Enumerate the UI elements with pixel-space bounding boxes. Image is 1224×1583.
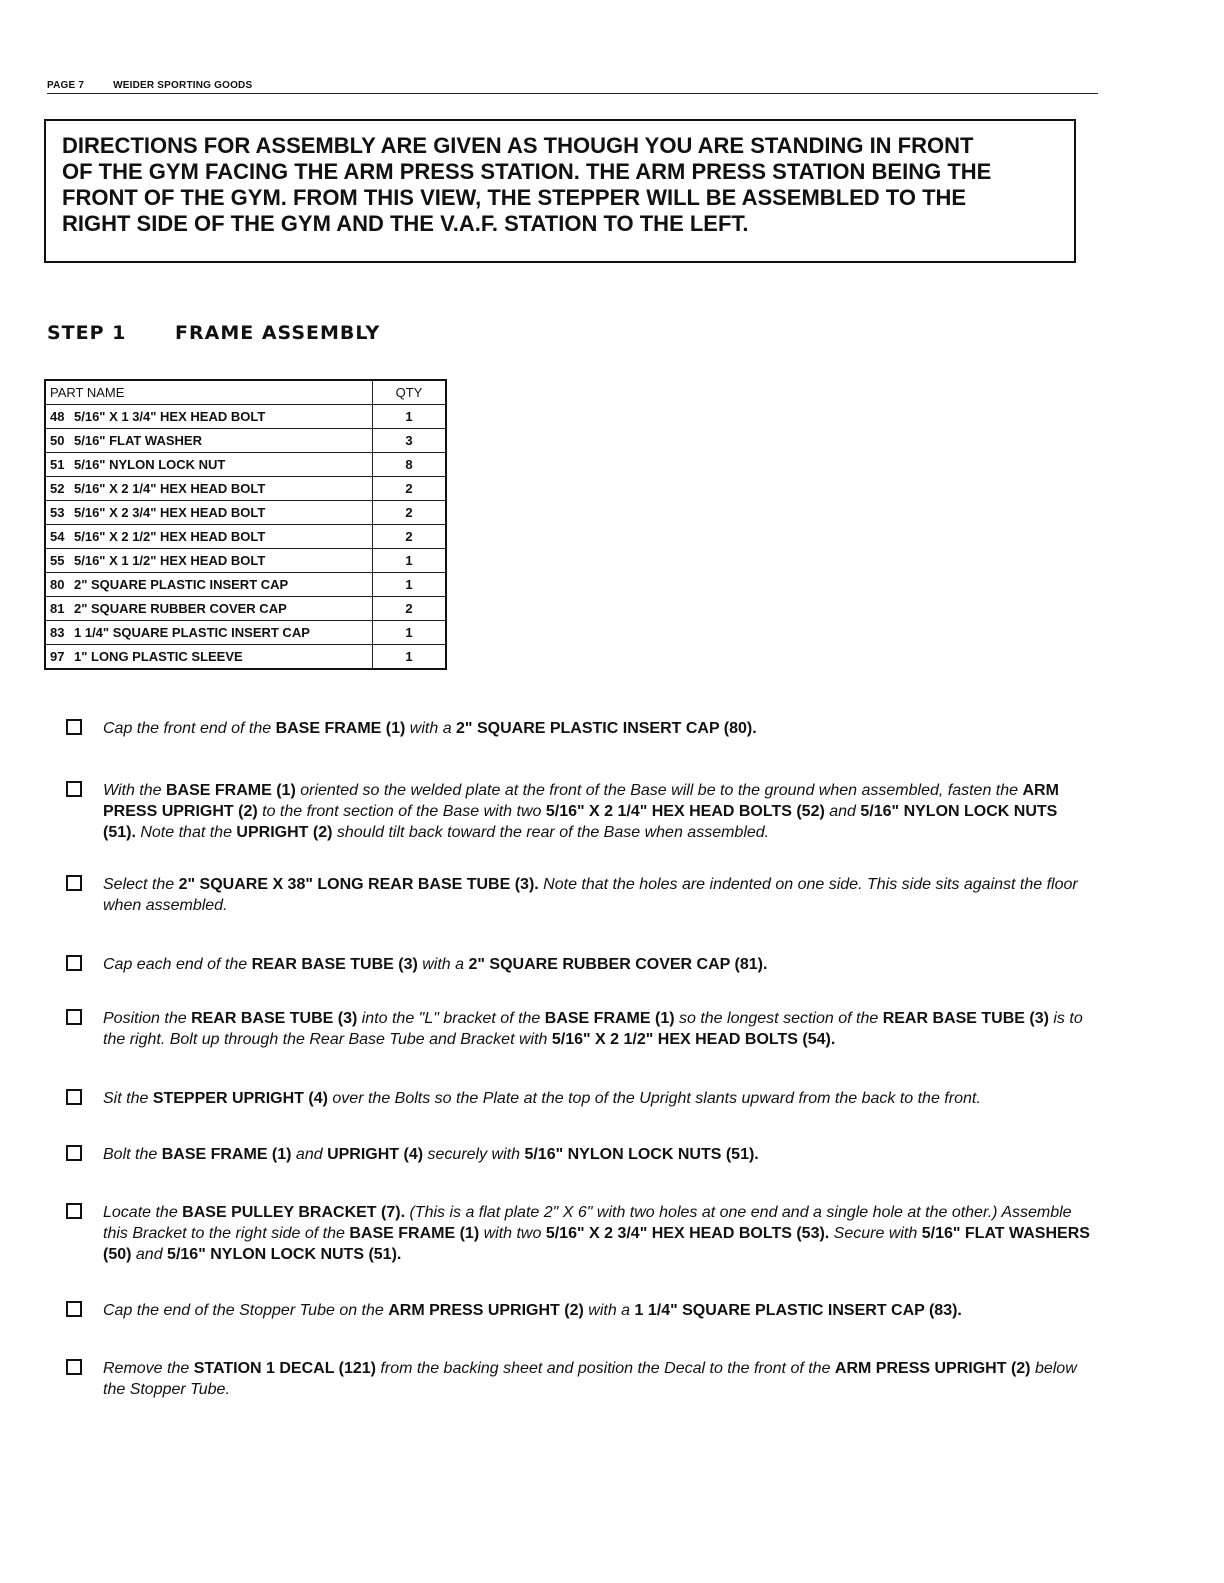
- part-name-cell: [45, 405, 373, 429]
- part-number: 48: [50, 409, 65, 424]
- part-name-cell: [45, 501, 373, 525]
- instruction-phrase: Secure with: [829, 1225, 922, 1242]
- part-reference: 2" SQUARE RUBBER COVER CAP (81).: [468, 956, 768, 973]
- instruction-phrase: Cap each end of the: [103, 956, 252, 973]
- notice-line: RIGHT SIDE OF THE GYM AND THE V.A.F. STATION TO THE LEFT.: [62, 211, 749, 236]
- part-qty: 1: [373, 549, 447, 573]
- table-row: [45, 453, 446, 477]
- part-name-cell: [45, 573, 373, 597]
- instruction-phrase: Cap the end of the Stopper Tube on the: [103, 1302, 389, 1319]
- part-name: 5/16" X 2 1/4" HEX HEAD BOLT: [74, 481, 266, 496]
- part-name: 5/16" X 2 3/4" HEX HEAD BOLT: [74, 505, 266, 520]
- step-checkbox[interactable]: [66, 1301, 82, 1317]
- part-reference: 5/16" NYLON LOCK NUTS (51).: [103, 803, 1058, 841]
- step-checkbox[interactable]: [66, 1145, 82, 1161]
- part-name: 2" SQUARE PLASTIC INSERT CAP: [74, 577, 289, 592]
- step-checkbox[interactable]: [66, 719, 82, 735]
- page-number: PAGE 7: [47, 80, 85, 91]
- instruction-phrase: and: [131, 1246, 168, 1263]
- part-reference: UPRIGHT (4): [327, 1146, 424, 1163]
- table-row: [45, 525, 446, 549]
- instruction-phrase: (This is a flat plate 2" X 6" with two holes at one end and a single hole at the other.) Assemble this Bracket to the right side of the: [103, 1204, 1072, 1242]
- instruction-text: [103, 718, 1093, 739]
- instruction-text: [103, 780, 1093, 843]
- part-reference: REAR BASE TUBE (3): [251, 956, 418, 973]
- instruction-phrase: from the backing sheet and position the Decal to the front of the: [375, 1360, 835, 1377]
- part-name-cell: [45, 453, 373, 477]
- part-reference: REAR BASE TUBE (3): [882, 1010, 1049, 1027]
- part-qty: 2: [373, 477, 447, 501]
- part-qty: 8: [373, 453, 447, 477]
- step-number: STEP 1: [47, 322, 127, 344]
- part-reference: 5/16" X 2 1/2" HEX HEAD BOLTS (54).: [551, 1031, 836, 1048]
- part-name: 5/16" X 1 3/4" HEX HEAD BOLT: [74, 409, 266, 424]
- part-name-cell: [45, 525, 373, 549]
- instruction-text: [103, 1300, 1093, 1321]
- part-number: 50: [50, 433, 65, 448]
- part-name: 1 1/4" SQUARE PLASTIC INSERT CAP: [74, 625, 310, 640]
- step-checkbox[interactable]: [66, 1009, 82, 1025]
- parts-table-body: [45, 405, 446, 670]
- instruction-phrase: with two: [479, 1225, 546, 1242]
- instruction-phrase: over the Bolts so the Plate at the top of the Upright slants upward from the back to the front.: [327, 1090, 981, 1107]
- instruction-phrase: so the longest section of the: [674, 1010, 883, 1027]
- table-row: [45, 645, 446, 670]
- part-name-cell: [45, 645, 373, 670]
- instruction-phrase: Position the: [103, 1010, 192, 1027]
- instruction-phrase: Cap the front end of the: [103, 720, 276, 737]
- instruction-phrase: to the front section of the Base with two: [257, 803, 546, 820]
- part-number: 53: [50, 505, 65, 520]
- instruction-phrase: below the Stopper Tube.: [103, 1360, 1077, 1398]
- part-reference: BASE FRAME (1): [275, 720, 406, 737]
- instruction-phrase: securely with: [423, 1146, 525, 1163]
- part-name: 5/16" X 2 1/2" HEX HEAD BOLT: [74, 529, 266, 544]
- part-reference: 5/16" NYLON LOCK NUTS (51).: [524, 1146, 759, 1163]
- part-name: 5/16" FLAT WASHER: [74, 433, 202, 448]
- instruction-text: [103, 1088, 1093, 1109]
- instruction-phrase: into the "L" bracket of the: [357, 1010, 545, 1027]
- part-reference: 2" SQUARE PLASTIC INSERT CAP (80).: [456, 720, 757, 737]
- part-number: 83: [50, 625, 65, 640]
- part-qty: 1: [373, 621, 447, 645]
- part-name-cell: [45, 429, 373, 453]
- part-qty: 2: [373, 501, 447, 525]
- part-reference: BASE FRAME (1): [166, 782, 296, 799]
- part-name: 1" LONG PLASTIC SLEEVE: [74, 649, 243, 664]
- step-heading: [47, 322, 380, 344]
- part-reference: 5/16" NYLON LOCK NUTS (51).: [167, 1246, 402, 1263]
- table-row: [45, 621, 446, 645]
- table-row: [45, 429, 446, 453]
- notice-line: FRONT OF THE GYM. FROM THIS VIEW, THE STEPPER WILL BE ASSEMBLED TO THE: [62, 185, 967, 210]
- part-name-cell: [45, 597, 373, 621]
- step-checkbox[interactable]: [66, 1089, 82, 1105]
- instruction-phrase: and: [824, 803, 861, 820]
- part-reference: ARM PRESS UPRIGHT (2): [388, 1302, 584, 1319]
- notice-line: DIRECTIONS FOR ASSEMBLY ARE GIVEN AS THOUGH YOU ARE STANDING IN FRONT: [62, 133, 974, 158]
- step-checkbox[interactable]: [66, 1203, 82, 1219]
- part-reference: 5/16" FLAT WASHERS (50): [103, 1225, 1090, 1263]
- part-qty: 2: [373, 525, 447, 549]
- table-row: [45, 405, 446, 429]
- instruction-phrase: and: [291, 1146, 328, 1163]
- step-checkbox[interactable]: [66, 781, 82, 797]
- orientation-notice-box: [44, 119, 1076, 263]
- part-reference: STATION 1 DECAL (121): [193, 1360, 376, 1377]
- part-number: 52: [50, 481, 65, 496]
- instruction-phrase: with a: [583, 1302, 635, 1319]
- notice-line: OF THE GYM FACING THE ARM PRESS STATION. THE ARM PRESS STATION BEING THE: [62, 159, 992, 184]
- table-row: [45, 549, 446, 573]
- part-reference: 5/16" X 2 1/4" HEX HEAD BOLTS (52): [545, 803, 825, 820]
- part-reference: 1 1/4" SQUARE PLASTIC INSERT CAP (83).: [634, 1302, 962, 1319]
- part-reference: BASE FRAME (1): [161, 1146, 292, 1163]
- company-name: WEIDER SPORTING GOODS: [113, 80, 253, 91]
- instruction-phrase: oriented so the welded plate at the front of the Base will be to the ground when assembled, fasten the: [295, 782, 1023, 799]
- part-name-cell: [45, 477, 373, 501]
- part-name-cell: [45, 621, 373, 645]
- part-reference: BASE FRAME (1): [544, 1010, 675, 1027]
- step-checkbox[interactable]: [66, 875, 82, 891]
- part-name: 5/16" NYLON LOCK NUT: [74, 457, 226, 472]
- part-reference: STEPPER UPRIGHT (4): [152, 1090, 328, 1107]
- part-number: 80: [50, 577, 65, 592]
- instruction-phrase: is to the right. Bolt up through the Rear Base Tube and Bracket with: [103, 1010, 1083, 1048]
- instruction-phrase: with a: [405, 720, 457, 737]
- table-row: [45, 573, 446, 597]
- instruction-phrase: Select the: [103, 876, 179, 893]
- part-number: 54: [50, 529, 65, 544]
- part-qty: 2: [373, 597, 447, 621]
- part-number: 51: [50, 457, 65, 472]
- instruction-phrase: Note that the holes are indented on one side. This side sits against the floor when assembled.: [103, 876, 1078, 914]
- instruction-phrase: should tilt back toward the rear of the Base when assembled.: [332, 824, 770, 841]
- part-number: 97: [50, 649, 65, 664]
- page-header: [47, 80, 1098, 94]
- step-title: FRAME ASSEMBLY: [175, 322, 381, 344]
- instruction-phrase: Remove the: [103, 1360, 194, 1377]
- instruction-phrase: Locate the: [103, 1204, 183, 1221]
- parts-table: [44, 379, 447, 670]
- instruction-text: [103, 1144, 1093, 1165]
- part-qty: 3: [373, 429, 447, 453]
- part-number: 81: [50, 601, 65, 616]
- instruction-phrase: With the: [103, 782, 166, 799]
- part-qty: 1: [373, 645, 447, 670]
- parts-table-header-row: [45, 380, 446, 405]
- part-reference: REAR BASE TUBE (3): [191, 1010, 358, 1027]
- part-qty: 1: [373, 405, 447, 429]
- part-reference: BASE PULLEY BRACKET (7).: [182, 1204, 406, 1221]
- part-reference: 5/16" X 2 3/4" HEX HEAD BOLTS (53).: [545, 1225, 830, 1242]
- step-checkbox[interactable]: [66, 955, 82, 971]
- part-name: 5/16" X 1 1/2" HEX HEAD BOLT: [74, 553, 266, 568]
- part-name: 2" SQUARE RUBBER COVER CAP: [74, 601, 287, 616]
- table-row: [45, 477, 446, 501]
- table-row: [45, 597, 446, 621]
- instruction-text: [103, 1202, 1093, 1265]
- part-reference: ARM PRESS UPRIGHT (2): [103, 782, 1059, 820]
- instruction-text: [103, 954, 1093, 975]
- instruction-text: [103, 1358, 1093, 1400]
- instruction-phrase: Note that the: [135, 824, 237, 841]
- instruction-phrase: with a: [417, 956, 469, 973]
- instruction-phrase: Bolt the: [103, 1146, 162, 1163]
- part-number: 55: [50, 553, 65, 568]
- step-checkbox[interactable]: [66, 1359, 82, 1375]
- part-name-cell: [45, 549, 373, 573]
- instruction-phrase: Sit the: [103, 1090, 153, 1107]
- part-name-header: PART NAME: [45, 380, 373, 405]
- part-reference: ARM PRESS UPRIGHT (2): [834, 1360, 1031, 1377]
- part-reference: 2" SQUARE X 38" LONG REAR BASE TUBE (3).: [178, 876, 539, 893]
- part-qty: 1: [373, 573, 447, 597]
- instruction-text: [103, 874, 1093, 916]
- qty-header: QTY: [373, 380, 447, 405]
- part-reference: BASE FRAME (1): [349, 1225, 480, 1242]
- instruction-text: [103, 1008, 1093, 1050]
- table-row: [45, 501, 446, 525]
- part-reference: UPRIGHT (2): [236, 824, 333, 841]
